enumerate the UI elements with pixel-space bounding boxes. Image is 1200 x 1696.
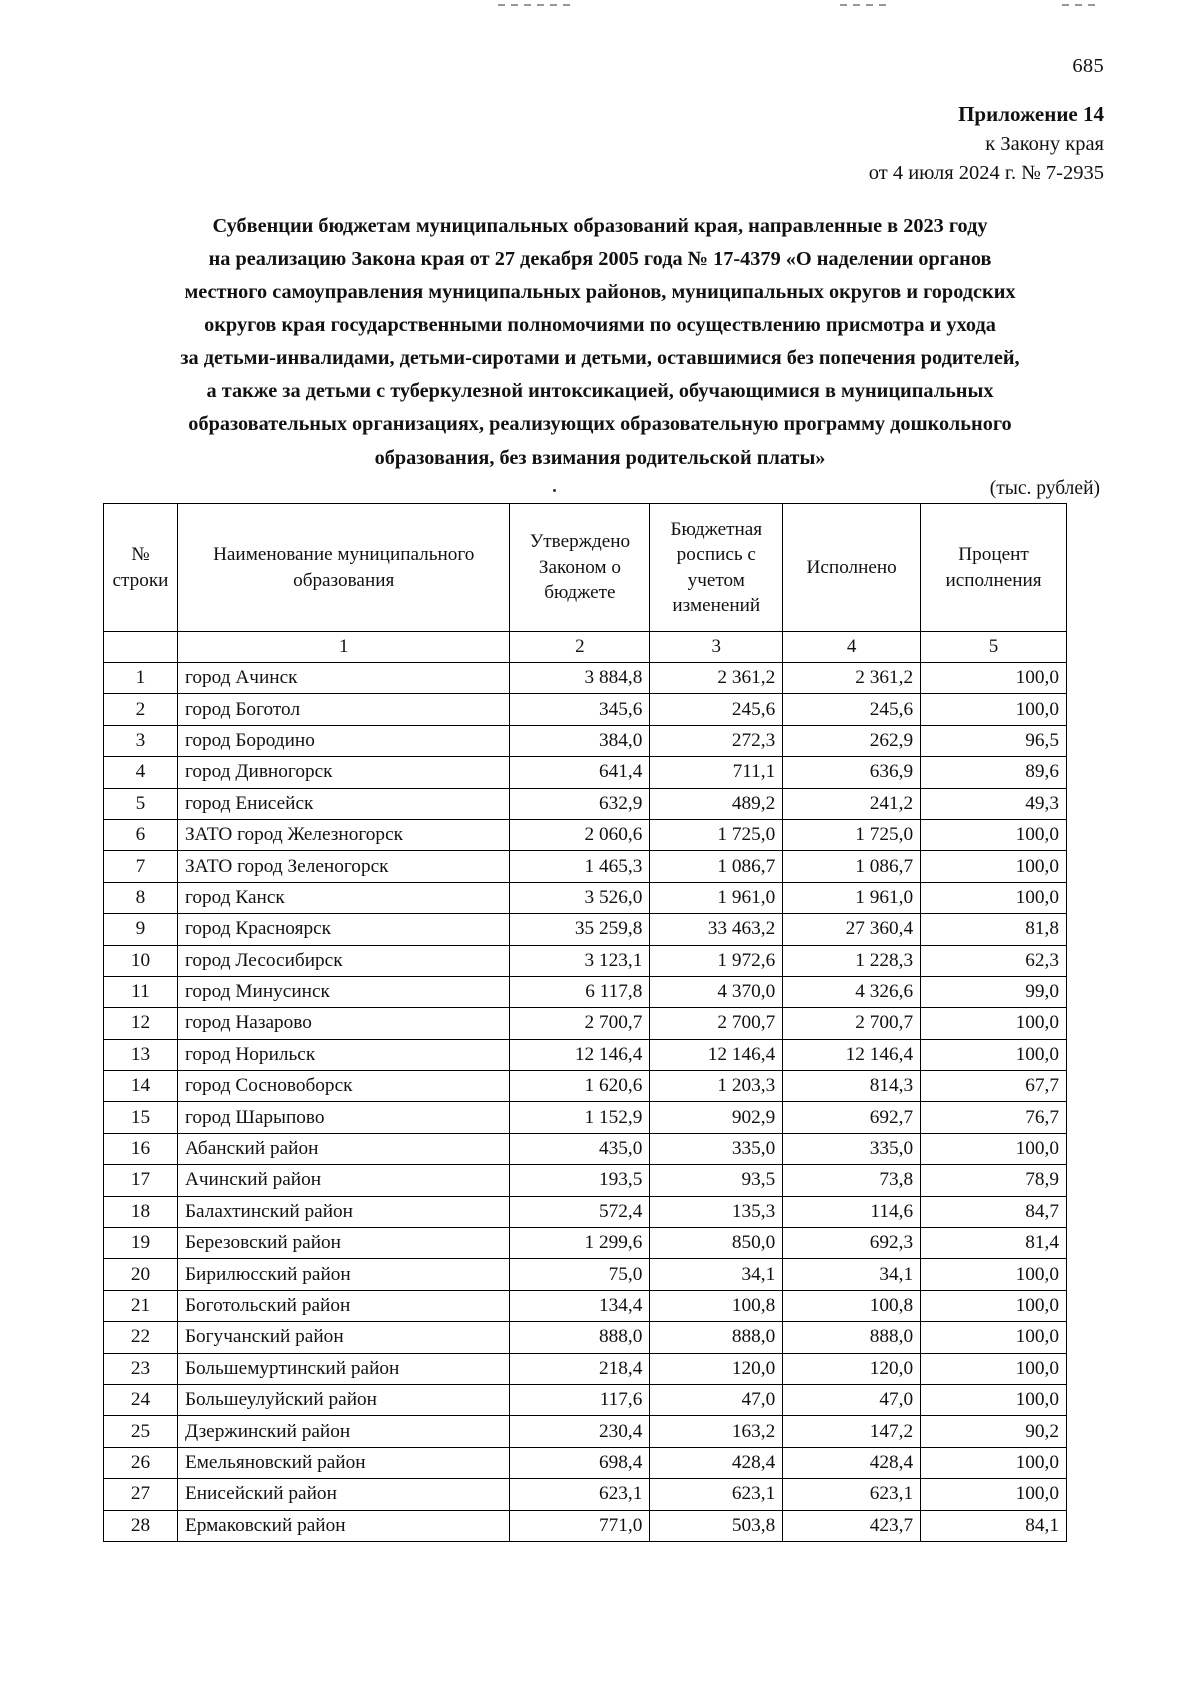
scan-speck <box>553 489 556 492</box>
budget-schedule-cell: 2 700,7 <box>650 1008 783 1039</box>
column-header-percent-executed <box>921 504 1067 632</box>
percent-cell: 81,4 <box>921 1228 1067 1259</box>
row-number-cell: 2 <box>104 694 178 725</box>
row-number-cell: 16 <box>104 1133 178 1164</box>
approved-cell: 3 526,0 <box>510 882 650 913</box>
row-number-cell: 7 <box>104 851 178 882</box>
row-number-cell: 27 <box>104 1479 178 1510</box>
approved-cell: 12 146,4 <box>510 1039 650 1070</box>
budget-schedule-cell: 1 972,6 <box>650 945 783 976</box>
executed-cell: 2 700,7 <box>783 1008 921 1039</box>
scan-artifact <box>498 4 576 6</box>
municipality-cell: город Назарово <box>177 1008 510 1039</box>
approved-cell: 75,0 <box>510 1259 650 1290</box>
budget-schedule-cell: 4 370,0 <box>650 976 783 1007</box>
row-number-cell: 20 <box>104 1259 178 1290</box>
budget-schedule-cell: 1 203,3 <box>650 1071 783 1102</box>
executed-cell: 4 326,6 <box>783 976 921 1007</box>
municipality-cell: Богучанский район <box>177 1322 510 1353</box>
row-number-cell: 15 <box>104 1102 178 1133</box>
percent-cell: 67,7 <box>921 1071 1067 1102</box>
appendix-law-line: к Закону края <box>985 132 1104 155</box>
scan-artifact <box>1062 4 1098 6</box>
header-text: образования <box>293 569 395 591</box>
percent-cell: 100,0 <box>921 1133 1067 1164</box>
percent-cell: 100,0 <box>921 1479 1067 1510</box>
row-number-cell: 25 <box>104 1416 178 1447</box>
title-line-8: образования, без взимания родительской платы» <box>374 446 826 469</box>
executed-cell: 245,6 <box>783 694 921 725</box>
municipality-cell: Енисейский район <box>177 1479 510 1510</box>
approved-cell: 698,4 <box>510 1447 650 1478</box>
percent-cell: 84,7 <box>921 1196 1067 1227</box>
table-row <box>104 1447 1067 1478</box>
budget-schedule-cell: 335,0 <box>650 1133 783 1164</box>
scan-artifact <box>840 4 890 6</box>
percent-cell: 100,0 <box>921 1259 1067 1290</box>
executed-cell: 428,4 <box>783 1447 921 1478</box>
percent-cell: 100,0 <box>921 819 1067 850</box>
executed-cell: 636,9 <box>783 757 921 788</box>
column-number-2: 2 <box>510 632 650 663</box>
header-text: № <box>131 544 150 566</box>
row-number-cell: 9 <box>104 914 178 945</box>
budget-schedule-cell: 163,2 <box>650 1416 783 1447</box>
title-line-6: а также за детьми с туберкулезной интоксикацией, обучающимися в муниципальных <box>206 380 994 403</box>
header-text: Бюджетная <box>670 518 763 540</box>
percent-cell: 81,8 <box>921 914 1067 945</box>
units-note: (тыс. рублей) <box>989 478 1100 499</box>
table-row <box>104 1259 1067 1290</box>
executed-cell: 73,8 <box>783 1165 921 1196</box>
percent-cell: 100,0 <box>921 694 1067 725</box>
approved-cell: 3 884,8 <box>510 663 650 694</box>
table-row <box>104 1196 1067 1227</box>
budget-schedule-cell: 503,8 <box>650 1510 783 1541</box>
executed-cell: 12 146,4 <box>783 1039 921 1070</box>
budget-schedule-cell: 1 725,0 <box>650 819 783 850</box>
row-number-cell: 24 <box>104 1384 178 1415</box>
executed-cell: 692,7 <box>783 1102 921 1133</box>
approved-cell: 193,5 <box>510 1165 650 1196</box>
executed-cell: 2 361,2 <box>783 663 921 694</box>
approved-cell: 1 620,6 <box>510 1071 650 1102</box>
percent-cell: 76,7 <box>921 1102 1067 1133</box>
header-text: исполнения <box>945 569 1042 591</box>
row-number-cell: 12 <box>104 1008 178 1039</box>
header-text: строки <box>112 569 169 591</box>
table-row <box>104 1071 1067 1102</box>
approved-cell: 632,9 <box>510 788 650 819</box>
table-row <box>104 914 1067 945</box>
budget-schedule-cell: 489,2 <box>650 788 783 819</box>
municipality-cell: ЗАТО город Железногорск <box>177 819 510 850</box>
table-row <box>104 694 1067 725</box>
executed-cell: 1 086,7 <box>783 851 921 882</box>
row-number-cell: 4 <box>104 757 178 788</box>
table-row <box>104 945 1067 976</box>
percent-cell: 84,1 <box>921 1510 1067 1541</box>
table-header-row <box>104 504 1067 632</box>
municipality-cell: Балахтинский район <box>177 1196 510 1227</box>
municipality-cell: Емельяновский район <box>177 1447 510 1478</box>
table-row <box>104 757 1067 788</box>
table-row <box>104 1133 1067 1164</box>
row-number-cell: 19 <box>104 1228 178 1259</box>
percent-cell: 78,9 <box>921 1165 1067 1196</box>
table-row <box>104 663 1067 694</box>
municipality-cell: Боготольский район <box>177 1290 510 1321</box>
budget-schedule-cell: 1 086,7 <box>650 851 783 882</box>
row-number-cell: 5 <box>104 788 178 819</box>
budget-schedule-cell: 902,9 <box>650 1102 783 1133</box>
budget-schedule-cell: 850,0 <box>650 1228 783 1259</box>
municipality-cell: город Дивногорск <box>177 757 510 788</box>
percent-cell: 100,0 <box>921 663 1067 694</box>
municipality-cell: город Минусинск <box>177 976 510 1007</box>
percent-cell: 100,0 <box>921 1322 1067 1353</box>
executed-cell: 814,3 <box>783 1071 921 1102</box>
executed-cell: 100,8 <box>783 1290 921 1321</box>
municipality-cell: Дзержинский район <box>177 1416 510 1447</box>
approved-cell: 3 123,1 <box>510 945 650 976</box>
title-line-7: образовательных организациях, реализующих образовательную программу дошкольного <box>188 413 1012 436</box>
appendix-reference <box>869 100 1104 188</box>
table-row <box>104 725 1067 756</box>
row-number-cell: 3 <box>104 725 178 756</box>
approved-cell: 230,4 <box>510 1416 650 1447</box>
subventions-table <box>103 503 1067 1542</box>
municipality-cell: Бирилюсский район <box>177 1259 510 1290</box>
title-line-4: округов края государственными полномочиями по осуществлению присмотра и ухода <box>204 314 996 337</box>
column-number-4: 4 <box>783 632 921 663</box>
table-row <box>104 882 1067 913</box>
municipality-cell: город Енисейск <box>177 788 510 819</box>
page-number: 685 <box>1072 55 1104 77</box>
column-header-budget-schedule <box>650 504 783 632</box>
municipality-cell: Ачинский район <box>177 1165 510 1196</box>
budget-schedule-cell: 12 146,4 <box>650 1039 783 1070</box>
municipality-cell: Березовский район <box>177 1228 510 1259</box>
column-number-row <box>104 632 1067 663</box>
header-text: учетом <box>687 569 745 591</box>
row-number-cell: 21 <box>104 1290 178 1321</box>
approved-cell: 771,0 <box>510 1510 650 1541</box>
municipality-cell: город Лесосибирск <box>177 945 510 976</box>
title-line-3: местного самоуправления муниципальных районов, муниципальных округов и городских <box>184 281 1016 304</box>
municipality-cell: город Красноярск <box>177 914 510 945</box>
percent-cell: 100,0 <box>921 1290 1067 1321</box>
executed-cell: 34,1 <box>783 1259 921 1290</box>
table-row <box>104 1353 1067 1384</box>
municipality-cell: Большемуртинский район <box>177 1353 510 1384</box>
approved-cell: 1 152,9 <box>510 1102 650 1133</box>
column-header-row-number <box>104 504 178 632</box>
table-row <box>104 1102 1067 1133</box>
appendix-title: Приложение 14 <box>958 102 1104 126</box>
row-number-cell: 17 <box>104 1165 178 1196</box>
budget-schedule-cell: 272,3 <box>650 725 783 756</box>
row-number-cell: 22 <box>104 1322 178 1353</box>
executed-cell: 335,0 <box>783 1133 921 1164</box>
executed-cell: 1 961,0 <box>783 882 921 913</box>
budget-schedule-cell: 47,0 <box>650 1384 783 1415</box>
header-text: Исполнено <box>806 556 897 578</box>
header-text: Процент <box>958 544 1029 566</box>
column-header-executed <box>783 504 921 632</box>
table-row <box>104 1228 1067 1259</box>
header-text: Утверждено <box>529 531 631 553</box>
budget-schedule-cell: 2 361,2 <box>650 663 783 694</box>
approved-cell: 134,4 <box>510 1290 650 1321</box>
approved-cell: 888,0 <box>510 1322 650 1353</box>
percent-cell: 62,3 <box>921 945 1067 976</box>
percent-cell: 100,0 <box>921 1039 1067 1070</box>
municipality-cell: город Боготол <box>177 694 510 725</box>
municipality-cell: город Канск <box>177 882 510 913</box>
municipality-cell: Абанский район <box>177 1133 510 1164</box>
executed-cell: 1 228,3 <box>783 945 921 976</box>
percent-cell: 90,2 <box>921 1416 1067 1447</box>
approved-cell: 384,0 <box>510 725 650 756</box>
table-row <box>104 788 1067 819</box>
budget-schedule-cell: 1 961,0 <box>650 882 783 913</box>
title-line-2: на реализацию Закона края от 27 декабря 2005 года № 17-4379 «О наделении органов <box>208 248 992 271</box>
table-row <box>104 819 1067 850</box>
budget-schedule-cell: 711,1 <box>650 757 783 788</box>
header-text: бюджете <box>544 582 616 604</box>
budget-schedule-cell: 428,4 <box>650 1447 783 1478</box>
row-number-cell: 1 <box>104 663 178 694</box>
approved-cell: 345,6 <box>510 694 650 725</box>
approved-cell: 218,4 <box>510 1353 650 1384</box>
document-title <box>100 210 1100 475</box>
executed-cell: 1 725,0 <box>783 819 921 850</box>
table-body <box>104 663 1067 1542</box>
percent-cell: 96,5 <box>921 725 1067 756</box>
municipality-cell: город Сосновоборск <box>177 1071 510 1102</box>
approved-cell: 435,0 <box>510 1133 650 1164</box>
municipality-cell: город Бородино <box>177 725 510 756</box>
budget-schedule-cell: 33 463,2 <box>650 914 783 945</box>
approved-cell: 641,4 <box>510 757 650 788</box>
row-number-cell: 14 <box>104 1071 178 1102</box>
table-row <box>104 1290 1067 1321</box>
table-row <box>104 1322 1067 1353</box>
header-text: роспись с <box>676 544 756 566</box>
executed-cell: 623,1 <box>783 1479 921 1510</box>
row-number-cell: 6 <box>104 819 178 850</box>
municipality-cell: город Норильск <box>177 1039 510 1070</box>
percent-cell: 100,0 <box>921 1384 1067 1415</box>
budget-schedule-cell: 888,0 <box>650 1322 783 1353</box>
municipality-cell: Большеулуйский район <box>177 1384 510 1415</box>
table-header <box>104 504 1067 663</box>
row-number-cell: 13 <box>104 1039 178 1070</box>
budget-schedule-cell: 135,3 <box>650 1196 783 1227</box>
percent-cell: 100,0 <box>921 851 1067 882</box>
executed-cell: 423,7 <box>783 1510 921 1541</box>
column-header-approved-by-budget-law <box>510 504 650 632</box>
percent-cell: 49,3 <box>921 788 1067 819</box>
executed-cell: 114,6 <box>783 1196 921 1227</box>
approved-cell: 1 299,6 <box>510 1228 650 1259</box>
executed-cell: 27 360,4 <box>783 914 921 945</box>
executed-cell: 888,0 <box>783 1322 921 1353</box>
budget-schedule-cell: 34,1 <box>650 1259 783 1290</box>
appendix-date-line: от 4 июля 2024 г. № 7-2935 <box>868 161 1104 184</box>
row-number-cell: 23 <box>104 1353 178 1384</box>
column-number-5: 5 <box>921 632 1067 663</box>
title-line-5: за детьми-инвалидами, детьми-сиротами и детьми, оставшимися без попечения родителей, <box>180 347 1020 370</box>
approved-cell: 623,1 <box>510 1479 650 1510</box>
column-number-0 <box>104 632 178 663</box>
percent-cell: 100,0 <box>921 882 1067 913</box>
table-row <box>104 1479 1067 1510</box>
budget-schedule-cell: 245,6 <box>650 694 783 725</box>
approved-cell: 2 700,7 <box>510 1008 650 1039</box>
row-number-cell: 10 <box>104 945 178 976</box>
row-number-cell: 26 <box>104 1447 178 1478</box>
table-row <box>104 1039 1067 1070</box>
budget-schedule-cell: 623,1 <box>650 1479 783 1510</box>
executed-cell: 262,9 <box>783 725 921 756</box>
executed-cell: 120,0 <box>783 1353 921 1384</box>
table-row <box>104 1165 1067 1196</box>
municipality-cell: город Ачинск <box>177 663 510 694</box>
table-row <box>104 976 1067 1007</box>
budget-schedule-cell: 93,5 <box>650 1165 783 1196</box>
approved-cell: 35 259,8 <box>510 914 650 945</box>
executed-cell: 241,2 <box>783 788 921 819</box>
table-row <box>104 851 1067 882</box>
municipality-cell: ЗАТО город Зеленогорск <box>177 851 510 882</box>
percent-cell: 100,0 <box>921 1008 1067 1039</box>
table-row <box>104 1510 1067 1541</box>
row-number-cell: 8 <box>104 882 178 913</box>
column-header-municipality-name <box>177 504 510 632</box>
approved-cell: 2 060,6 <box>510 819 650 850</box>
approved-cell: 6 117,8 <box>510 976 650 1007</box>
column-number-1: 1 <box>177 632 510 663</box>
approved-cell: 572,4 <box>510 1196 650 1227</box>
row-number-cell: 18 <box>104 1196 178 1227</box>
percent-cell: 100,0 <box>921 1353 1067 1384</box>
row-number-cell: 28 <box>104 1510 178 1541</box>
approved-cell: 117,6 <box>510 1384 650 1415</box>
header-text: Наименование муниципального <box>213 544 475 566</box>
column-number-3: 3 <box>650 632 783 663</box>
municipality-cell: город Шарыпово <box>177 1102 510 1133</box>
budget-schedule-cell: 120,0 <box>650 1353 783 1384</box>
table-row <box>104 1008 1067 1039</box>
header-text: изменений <box>672 594 761 616</box>
percent-cell: 89,6 <box>921 757 1067 788</box>
municipality-cell: Ермаковский район <box>177 1510 510 1541</box>
row-number-cell: 11 <box>104 976 178 1007</box>
executed-cell: 692,3 <box>783 1228 921 1259</box>
header-text: Законом о <box>538 556 621 578</box>
budget-schedule-cell: 100,8 <box>650 1290 783 1321</box>
title-line-1: Субвенции бюджетам муниципальных образований края, направленные в 2023 году <box>212 215 988 237</box>
percent-cell: 99,0 <box>921 976 1067 1007</box>
executed-cell: 47,0 <box>783 1384 921 1415</box>
executed-cell: 147,2 <box>783 1416 921 1447</box>
approved-cell: 1 465,3 <box>510 851 650 882</box>
table-row <box>104 1416 1067 1447</box>
percent-cell: 100,0 <box>921 1447 1067 1478</box>
table-row <box>104 1384 1067 1415</box>
